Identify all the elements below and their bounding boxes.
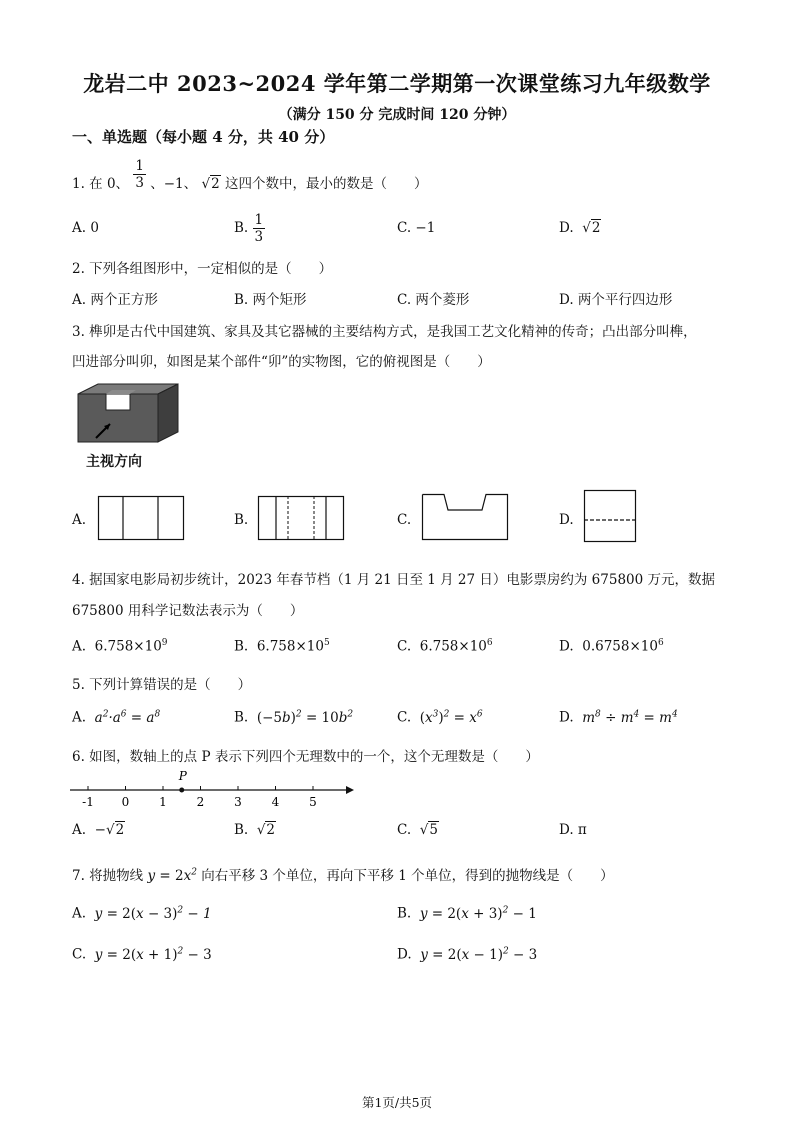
q7-option-a-expr: $y = 2(x - 3)^2 - 1$ xyxy=(94,905,212,922)
q1-option-b[interactable] xyxy=(234,212,265,245)
q1-option-b-fraction xyxy=(253,212,266,245)
q1-sqrt: √2 xyxy=(201,176,220,192)
q6-option-a-sign: − xyxy=(94,822,106,838)
q1-stem-pre: 1. 在 0、 xyxy=(72,176,130,192)
q5-option-c-expr: $(x^3)^2 = x^6$ xyxy=(419,709,483,726)
q7-stem-pre: 7. 将抛物线 xyxy=(72,868,144,884)
number-line xyxy=(70,766,360,810)
q5-option-c[interactable] xyxy=(397,709,483,726)
number-line-tick-label: 5 xyxy=(309,795,317,809)
q5-option-a[interactable] xyxy=(72,709,160,726)
q1-frac-num: 1 xyxy=(135,158,144,174)
q7-parabola: $y = 2x^2$ xyxy=(147,867,197,884)
question-3-stem-line2: 凹进部分叫卯，如图是某个部件“卯”的实物图，它的俯视图是（ ） xyxy=(72,354,491,370)
q4-option-c[interactable] xyxy=(397,638,493,655)
q7-option-b-label: B. xyxy=(397,905,412,922)
q1-option-b-num: 1 xyxy=(254,212,264,228)
q1-option-b-den: 3 xyxy=(254,229,264,245)
q7-option-c-expr: $y = 2(x + 1)^2 - 3$ xyxy=(94,946,212,963)
question-7-stem xyxy=(72,864,614,884)
page-footer: 第1页/共5页 xyxy=(361,1095,433,1110)
q1-option-c[interactable]: C. −1 xyxy=(397,220,436,236)
q6-option-a-sqrt: √2 xyxy=(105,822,125,838)
q5-option-b[interactable] xyxy=(234,709,353,726)
question-6-stem: 6. 如图，数轴上的点 P 表示下列四个无理数中的一个，这个无理数是（ ） xyxy=(72,749,539,765)
q1-option-d-sqrt: √2 xyxy=(582,220,601,236)
q7-option-c[interactable] xyxy=(72,946,212,963)
q7-option-c-label: C. xyxy=(72,946,87,963)
q4-option-d-exp: 6 xyxy=(657,638,664,648)
q4-option-b-exp: 5 xyxy=(323,638,330,648)
q1-option-b-label: B. xyxy=(234,220,249,236)
q1-fraction xyxy=(133,158,146,191)
question-4-stem-line2: 675800 用科学记数法表示为（ ） xyxy=(72,603,304,619)
q2-option-c[interactable]: C. 两个菱形 xyxy=(397,292,470,308)
q4-option-d[interactable] xyxy=(559,638,664,655)
q7-option-a-label: A. xyxy=(72,905,87,922)
q4-option-a-label: A. xyxy=(72,638,87,655)
q3-option-d-label[interactable]: D. xyxy=(559,512,574,528)
q4-option-a-base: 6.758×10 xyxy=(94,638,162,655)
q6-option-c-val: 5 xyxy=(429,822,438,838)
section-heading: 一、单选题（每小题 4 分，共 40 分） xyxy=(72,128,335,146)
q4-option-a-exp: 9 xyxy=(161,638,168,648)
question-4-stem-line1: 4. 据国家电影局初步统计，2023 年春节档（1 月 21 日至 1 月 27 日）电影票房约为 675800 万元，数据 xyxy=(72,572,716,588)
q6-option-b-sqrt: √2 xyxy=(256,822,276,838)
q6-option-b-label: B. xyxy=(234,822,249,838)
q3-option-d-figure[interactable] xyxy=(584,490,636,542)
q1-frac-den: 3 xyxy=(135,175,144,191)
q7-stem-post: 向右平移 3 个单位，再向下平移 1 个单位，得到的抛物线是（ ） xyxy=(201,868,614,884)
figure-caption: 主视方向 xyxy=(86,454,142,470)
number-line-tick-label: 2 xyxy=(196,795,205,809)
q4-option-d-label: D. xyxy=(559,638,574,655)
q5-option-a-label: A. xyxy=(72,709,87,726)
q1-stem-mid: 、−1、 xyxy=(150,176,198,192)
q4-option-b-base: 6.758×10 xyxy=(256,638,324,655)
q4-option-b-label: B. xyxy=(234,638,249,655)
q3-option-b-figure[interactable] xyxy=(258,496,344,540)
q5-option-d-expr: $m^8 \div m^4 = m^4$ xyxy=(582,709,678,726)
number-line-tick-label: 0 xyxy=(121,795,130,809)
q7-option-d-label: D. xyxy=(397,946,412,963)
q6-option-c-label: C. xyxy=(397,822,412,838)
q7-option-b[interactable] xyxy=(397,905,537,922)
q3-option-b-label[interactable]: B. xyxy=(234,512,249,528)
q5-option-b-label: B. xyxy=(234,709,249,726)
q4-option-b[interactable] xyxy=(234,638,330,655)
q5-option-d-label: D. xyxy=(559,709,574,726)
q6-option-c[interactable] xyxy=(397,822,439,838)
q1-option-d[interactable] xyxy=(559,220,601,236)
q1-option-d-val: 2 xyxy=(591,220,601,236)
q6-option-c-sqrt: √5 xyxy=(419,822,438,838)
q1-option-a[interactable]: A. 0 xyxy=(72,220,99,236)
q1-stem-post: 这四个数中，最小的数是（ ） xyxy=(224,176,428,192)
number-line-tick-label: 1 xyxy=(159,795,167,809)
q5-option-b-expr: $(-5b)^2 = 10b^2$ xyxy=(256,709,354,726)
q1-sqrt-val: 2 xyxy=(211,176,220,192)
q4-option-c-base: 6.758×10 xyxy=(419,638,487,655)
q2-option-a[interactable]: A. 两个正方形 xyxy=(72,292,158,308)
q6-option-b-val: 2 xyxy=(266,822,276,838)
q6-option-d[interactable]: D. π xyxy=(559,822,587,838)
q5-option-a-expr: $a^2\cdot a^6 = a^8$ xyxy=(94,709,161,726)
point-p xyxy=(179,788,184,793)
q3-option-c-figure[interactable] xyxy=(422,494,508,540)
q6-option-b[interactable] xyxy=(234,822,276,838)
q6-option-a-label: A. xyxy=(72,822,87,838)
mortise-figure xyxy=(78,384,188,448)
number-line-tick-label: -1 xyxy=(82,795,94,809)
number-line-tick-label: 3 xyxy=(234,795,242,809)
q7-option-d[interactable] xyxy=(397,946,537,963)
q4-option-c-exp: 6 xyxy=(486,638,493,648)
page-subtitle: （满分 150 分 完成时间 120 分钟） xyxy=(278,107,516,123)
question-5-stem: 5. 下列计算错误的是（ ） xyxy=(72,677,252,693)
q5-option-d[interactable] xyxy=(559,709,678,726)
number-line-tick-label: 4 xyxy=(271,795,280,809)
question-1-stem xyxy=(72,158,428,201)
question-2-stem: 2. 下列各组图形中，一定相似的是（ ） xyxy=(72,261,333,277)
q7-option-d-expr: $y = 2(x - 1)^2 - 3$ xyxy=(420,946,538,963)
q4-option-c-label: C. xyxy=(397,638,412,655)
q3-option-a-figure[interactable] xyxy=(98,496,184,540)
q6-option-a[interactable] xyxy=(72,822,125,838)
page-title: 龙岩二中 2023~2024 学年第二学期第一次课堂练习九年级数学 xyxy=(83,71,711,96)
q3-option-c-label[interactable]: C. xyxy=(397,512,412,528)
q3-option-a-label[interactable]: A. xyxy=(72,512,87,528)
question-3-stem-line1: 3. 榫卯是古代中国建筑、家具及其它器械的主要结构方式，是我国工艺文化精神的传奇；凸出部分叫榫， xyxy=(72,324,697,340)
q1-option-d-label: D. xyxy=(559,220,574,236)
q7-option-b-expr: $y = 2(x + 3)^2 - 1$ xyxy=(419,905,537,922)
point-p-label: P xyxy=(178,769,187,783)
q2-option-d[interactable]: D. 两个平行四边形 xyxy=(559,292,673,308)
axis-arrow-icon xyxy=(346,786,354,794)
q4-option-a[interactable] xyxy=(72,638,168,655)
q2-option-b[interactable]: B. 两个矩形 xyxy=(234,292,307,308)
q6-option-a-val: 2 xyxy=(115,822,125,838)
q4-option-d-base: 0.6758×10 xyxy=(582,638,658,655)
q7-option-a[interactable] xyxy=(72,905,212,922)
q5-option-c-label: C. xyxy=(397,709,412,726)
